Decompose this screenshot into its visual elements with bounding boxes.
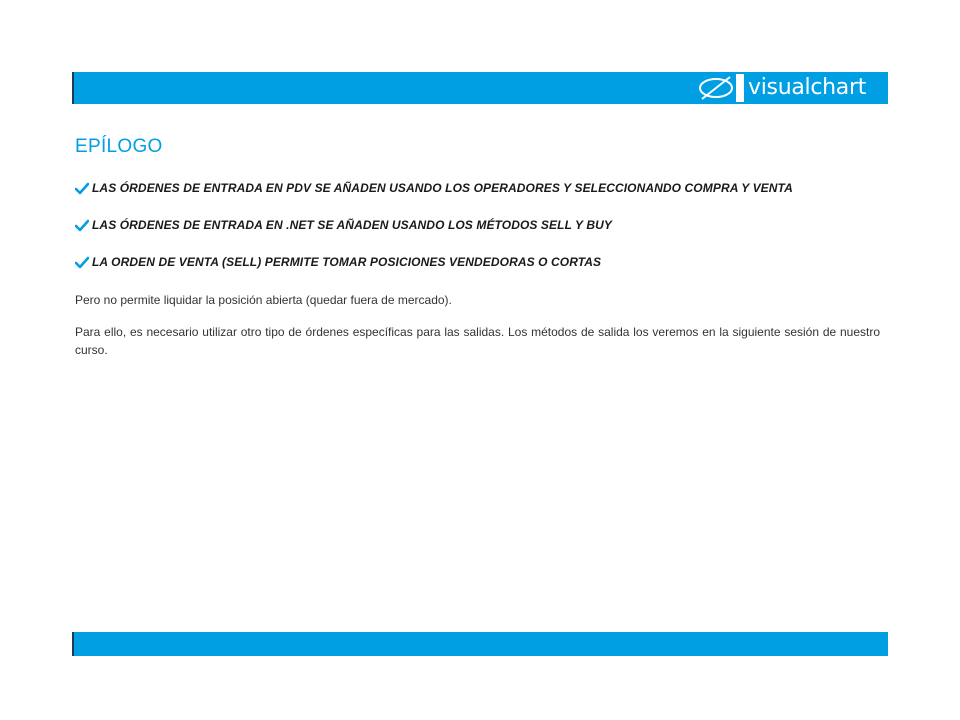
bullet-item (75, 180, 880, 196)
bullet-item (75, 217, 880, 233)
visualchart-logo-icon (694, 72, 744, 104)
checkmark-icon (75, 180, 89, 196)
bullet-item (75, 254, 880, 270)
header-left-rule (72, 72, 74, 104)
bullet-text: LA ORDEN DE VENTA (SELL) PERMITE TOMAR POSICIONES VENDEDORAS O CORTAS (92, 255, 602, 269)
slide-title: EPÍLOGO (75, 136, 163, 157)
logo (694, 72, 888, 104)
paragraph: Pero no permite liquidar la posición abierta (quedar fuera de mercado). (75, 293, 452, 307)
bullet-text: LAS ÓRDENES DE ENTRADA EN PDV SE AÑADEN USANDO LOS OPERADORES Y SELECCIONANDO COMPRA Y VENTA (92, 181, 793, 195)
slide-content (75, 136, 880, 373)
bullet-text: LAS ÓRDENES DE ENTRADA EN .NET SE AÑADEN USANDO LOS MÉTODOS SELL Y BUY (92, 218, 612, 232)
footer-left-rule (72, 632, 74, 656)
checkmark-icon (75, 254, 89, 270)
checkmark-icon (75, 217, 89, 233)
paragraph: Para ello, es necesario utilizar otro tipo de órdenes específicas para las salidas. Los métodos de salida los veremos en la siguiente sesión de nuestro curso. (75, 325, 880, 357)
header-bar (72, 72, 888, 104)
logo-text: visualchart (748, 75, 867, 100)
footer-bar (72, 632, 888, 656)
